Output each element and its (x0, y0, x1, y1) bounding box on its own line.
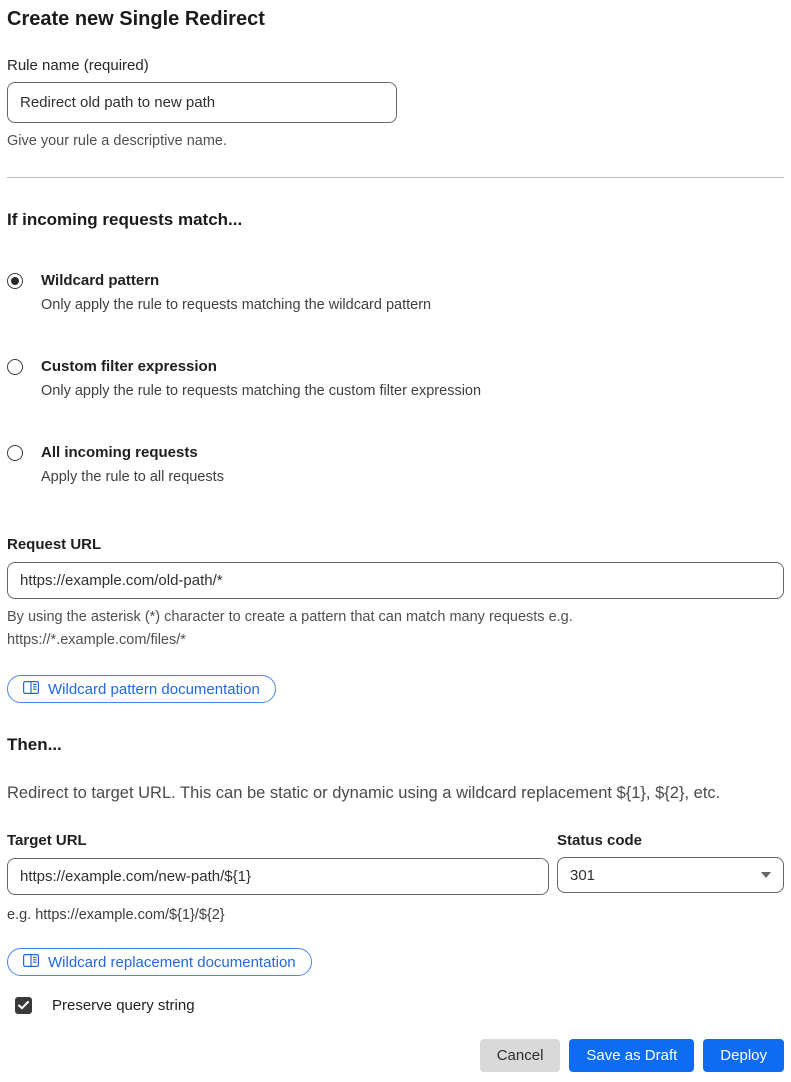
radio-option-wildcard-pattern[interactable] (7, 272, 784, 314)
match-section-heading: If incoming requests match... (7, 210, 243, 229)
open-book-icon (23, 681, 39, 698)
preserve-query-string-label[interactable]: Preserve query string (52, 997, 195, 1014)
request-url-help-line2: https://*.example.com/files/* (7, 632, 186, 648)
then-section-description: Redirect to target URL. This can be static or dynamic using a wildcard replacement ${1}, ${2}, etc. (7, 784, 721, 802)
radio-desc-custom-filter: Only apply the rule to requests matching the custom filter expression (41, 383, 482, 399)
open-book-icon (23, 954, 39, 971)
status-code-value: 301 (570, 866, 596, 884)
section-divider (7, 177, 784, 178)
radio-desc-all-requests: Apply the rule to all requests (41, 469, 224, 485)
status-code-label: Status code (557, 832, 643, 849)
wildcard-pattern-docs-label: Wildcard pattern documentation (48, 680, 260, 698)
wildcard-pattern-docs-button[interactable] (7, 675, 276, 703)
target-url-row (7, 832, 784, 927)
checkmark-icon (18, 1001, 29, 1010)
request-url-input[interactable] (7, 562, 784, 599)
request-url-help-line1: By using the asterisk (*) character to create a pattern that can match many requests e.g. (7, 609, 573, 625)
radio-option-all-requests[interactable] (7, 444, 784, 486)
target-url-help: e.g. https://example.com/${1}/${2} (7, 907, 225, 923)
target-url-input[interactable] (7, 858, 549, 895)
page-title: Create new Single Redirect (7, 8, 265, 30)
form-footer (7, 1039, 784, 1072)
radio-custom-filter[interactable] (7, 359, 23, 375)
target-url-label: Target URL (7, 832, 87, 849)
rule-name-help: Give your rule a descriptive name. (7, 133, 228, 149)
then-section-heading: Then... (7, 735, 62, 754)
save-as-draft-button[interactable]: Save as Draft (569, 1039, 694, 1072)
request-url-help (7, 606, 784, 652)
radio-option-custom-filter[interactable] (7, 358, 784, 400)
preserve-query-string-checkbox[interactable] (15, 997, 32, 1014)
radio-label-custom-filter[interactable]: Custom filter expression (41, 358, 217, 375)
wildcard-replacement-docs-button[interactable] (7, 948, 312, 976)
radio-wildcard-pattern[interactable] (7, 273, 23, 289)
wildcard-replacement-docs-label: Wildcard replacement documentation (48, 953, 296, 971)
rule-name-label: Rule name (required) (7, 57, 149, 74)
radio-all-requests[interactable] (7, 445, 23, 461)
status-code-select[interactable] (557, 857, 784, 893)
preserve-query-string-row[interactable] (7, 997, 784, 1014)
cancel-button[interactable]: Cancel (480, 1039, 561, 1072)
rule-name-input[interactable] (7, 82, 397, 123)
radio-label-all-requests[interactable]: All incoming requests (41, 444, 198, 461)
radio-desc-wildcard-pattern: Only apply the rule to requests matching the wildcard pattern (41, 297, 432, 313)
chevron-down-icon (761, 872, 771, 878)
radio-label-wildcard-pattern[interactable]: Wildcard pattern (41, 272, 160, 289)
request-url-label: Request URL (7, 536, 102, 553)
deploy-button[interactable]: Deploy (703, 1039, 784, 1072)
